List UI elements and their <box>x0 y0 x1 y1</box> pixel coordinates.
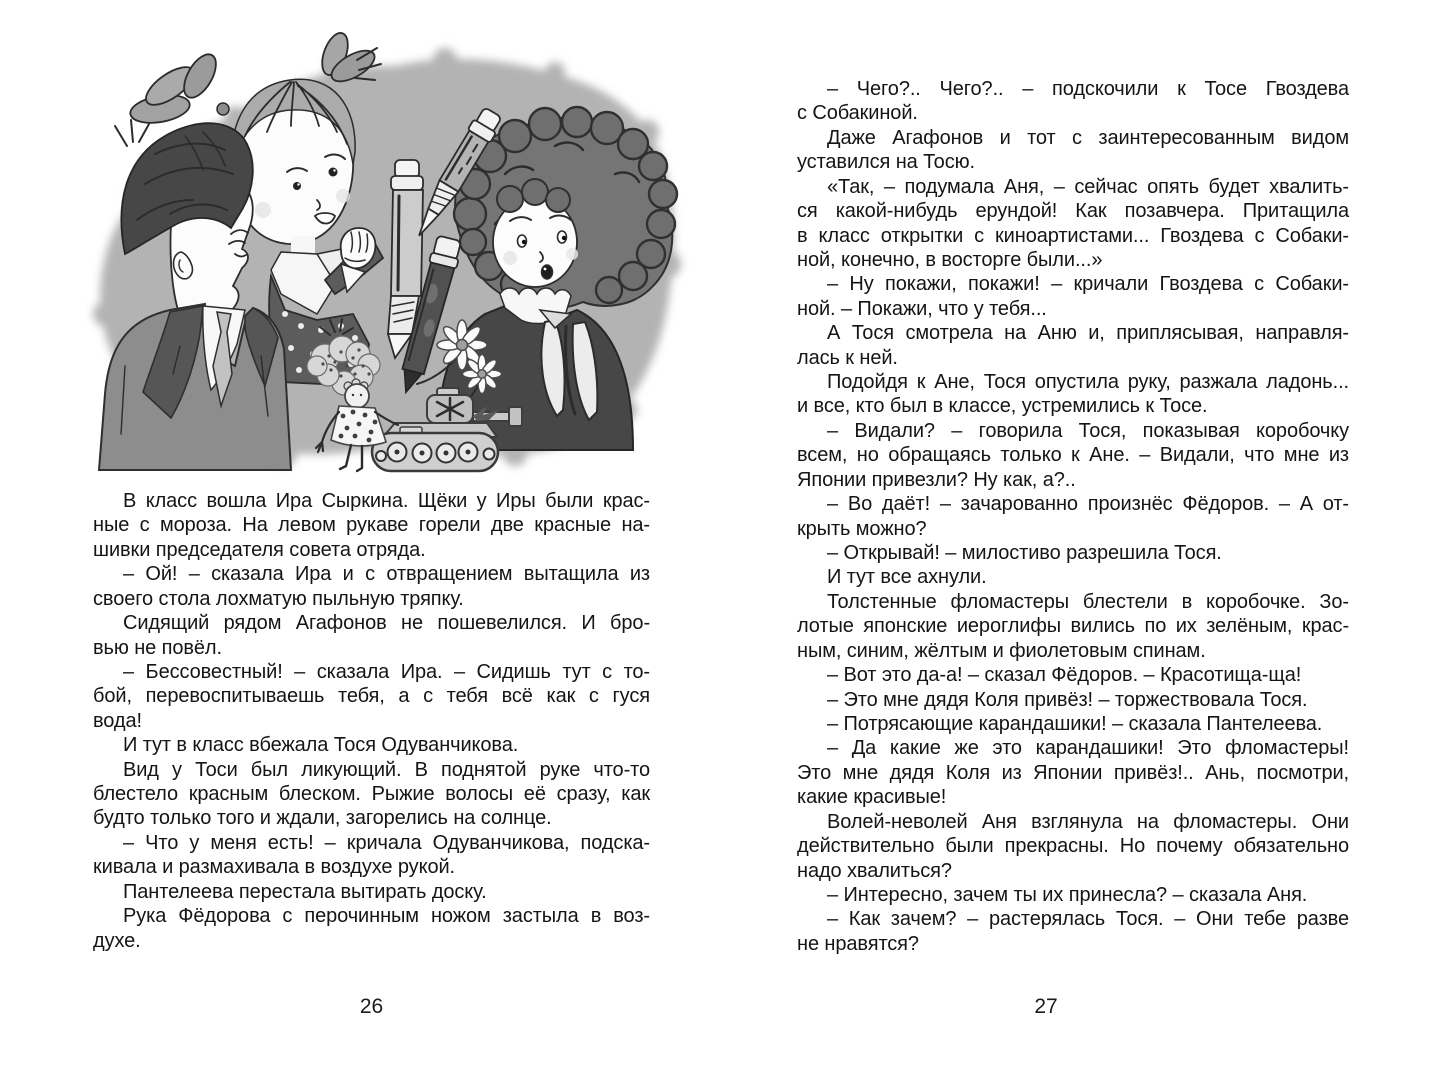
text-line: Японии привезли? Ну как, а?.. <box>797 468 1076 491</box>
text-line: лотые японские иероглифы вились по их зелёным, крас- <box>797 615 1349 638</box>
text-line: всем, но обращаясь только к Ане. – Видали, что мне из <box>797 444 1349 467</box>
text-line: будто только того и ждали, загорелись на солнце. <box>93 807 552 830</box>
text-line: – Да какие же это карандашики! Это фломастеры! <box>827 737 1349 760</box>
text-line: В класс вошла Ира Сыркина. Щёки у Иры были крас- <box>123 490 650 512</box>
text-line: своего стола лохматую пыльную тряпку. <box>93 587 464 610</box>
text-line: в класс открытки с киноартистами... Гвоздева с Собаки- <box>797 224 1349 247</box>
text-line: – Как зачем? – растерялась Тося. – Они тебе разве <box>827 908 1349 931</box>
text-line: «Так, – подумала Аня, – сейчас опять будет хвалить- <box>827 175 1349 198</box>
page-number-left: 26 <box>359 995 384 1018</box>
illustration <box>85 14 695 494</box>
text-line: ной. – Покажи, что у тебя... <box>797 297 1047 320</box>
page-27-text <box>797 77 1349 956</box>
text-line: – Бессовестный! – сказала Ира. – Сидишь тут с то- <box>123 660 650 683</box>
text-line: кивала и размахивала в воздухе рукой. <box>93 856 455 879</box>
text-line: – Это мне дядя Коля привёз! – торжествовала Тося. <box>827 688 1308 711</box>
text-line: ные с мороза. На левом рукаве горели две красные на- <box>93 514 650 537</box>
text-line: действительно были прекрасны. Но почему обязательно <box>797 835 1349 858</box>
text-line: Это мне дядя Коля из Японии привёз!.. Ань, посмотри, <box>797 761 1349 784</box>
text-line: – Ну покажи, покажи! – кричали Гвоздева с Собаки- <box>827 273 1349 296</box>
text-line: Волей-неволей Аня взглянула на фломастеры. Они <box>827 810 1349 833</box>
text-line: ной, конечно, в восторге были...» <box>797 248 1103 271</box>
text-line: какие красивые! <box>797 786 947 809</box>
text-line: – Открывай! – милостиво разрешила Тося. <box>827 542 1222 565</box>
text-line: крыть можно? <box>797 517 927 540</box>
text-line: Рука Фёдорова с перочинным ножом застыла в воз- <box>123 905 650 928</box>
page-number-right: 27 <box>1034 995 1058 1018</box>
text-line: с Собакиной. <box>797 102 918 125</box>
text-line: – Интересно, зачем ты их принесла? – сказала Аня. <box>827 883 1308 906</box>
text-line: ся какой-нибудь ерундой! Как позавчера. Притащила <box>797 200 1349 223</box>
text-line: – Чего?.. Чего?.. – подскочили к Тосе Гвоздева <box>827 78 1349 100</box>
text-line: Подойдя к Ане, Тося опустила руку, разжала ладонь... <box>827 371 1349 394</box>
text-line: духе. <box>93 929 141 952</box>
text-line: ным, синим, жёлтым и фиолетовым спинам. <box>797 639 1206 662</box>
text-line: не нравятся? <box>797 932 919 955</box>
text-line: А Тося смотрела на Аню и, приплясывая, направля- <box>827 322 1349 345</box>
text-line: уставился на Тосю. <box>797 151 975 174</box>
text-line: надо хвалиться? <box>797 859 952 882</box>
text-line: лась к ней. <box>797 346 898 369</box>
text-line: – Во даёт! – зачарованно произнёс Фёдоров. – А от- <box>827 493 1349 516</box>
text-line: шивки председателя совета отряда. <box>93 538 426 561</box>
text-line: – Ой! – сказала Ира и с отвращением вытащила из <box>123 563 650 586</box>
text-line: – Вот это да-а! – сказал Фёдоров. – Красотища-ща! <box>827 664 1302 687</box>
text-line: вью не повёл. <box>93 636 222 659</box>
text-line: – Потрясающие карандашики! – сказала Пантелеева. <box>827 712 1323 735</box>
text-line: И тут в класс вбежала Тося Одуванчикова. <box>123 734 519 757</box>
text-line: Вид у Тоси был ликующий. В поднятой руке что-то <box>123 758 650 781</box>
page-26-text <box>93 489 650 953</box>
text-line: и все, кто был в классе, устремились к Тосе. <box>797 395 1208 418</box>
text-line: Даже Агафонов и тот с заинтересованным видом <box>827 126 1349 149</box>
text-line: – Видали? – говорила Тося, показывая коробочку <box>827 419 1349 442</box>
text-line: Сидящий рядом Агафонов не пошевелился. И бро- <box>123 612 650 635</box>
text-line: Пантелеева перестала вытирать доску. <box>123 880 487 903</box>
text-line: вода! <box>93 709 142 732</box>
text-line: И тут все ахнули. <box>827 566 987 589</box>
text-line: бой, перевоспитываешь тебя, а с тебя всё как с гуся <box>93 685 650 708</box>
text-line: блестело красным блеском. Рыжие волосы её сразу, как <box>93 783 650 806</box>
text-line: – Что у меня есть! – кричала Одуванчикова, подска- <box>123 831 650 854</box>
text-line: Толстенные фломастеры блестели в коробочке. Зо- <box>827 590 1349 613</box>
